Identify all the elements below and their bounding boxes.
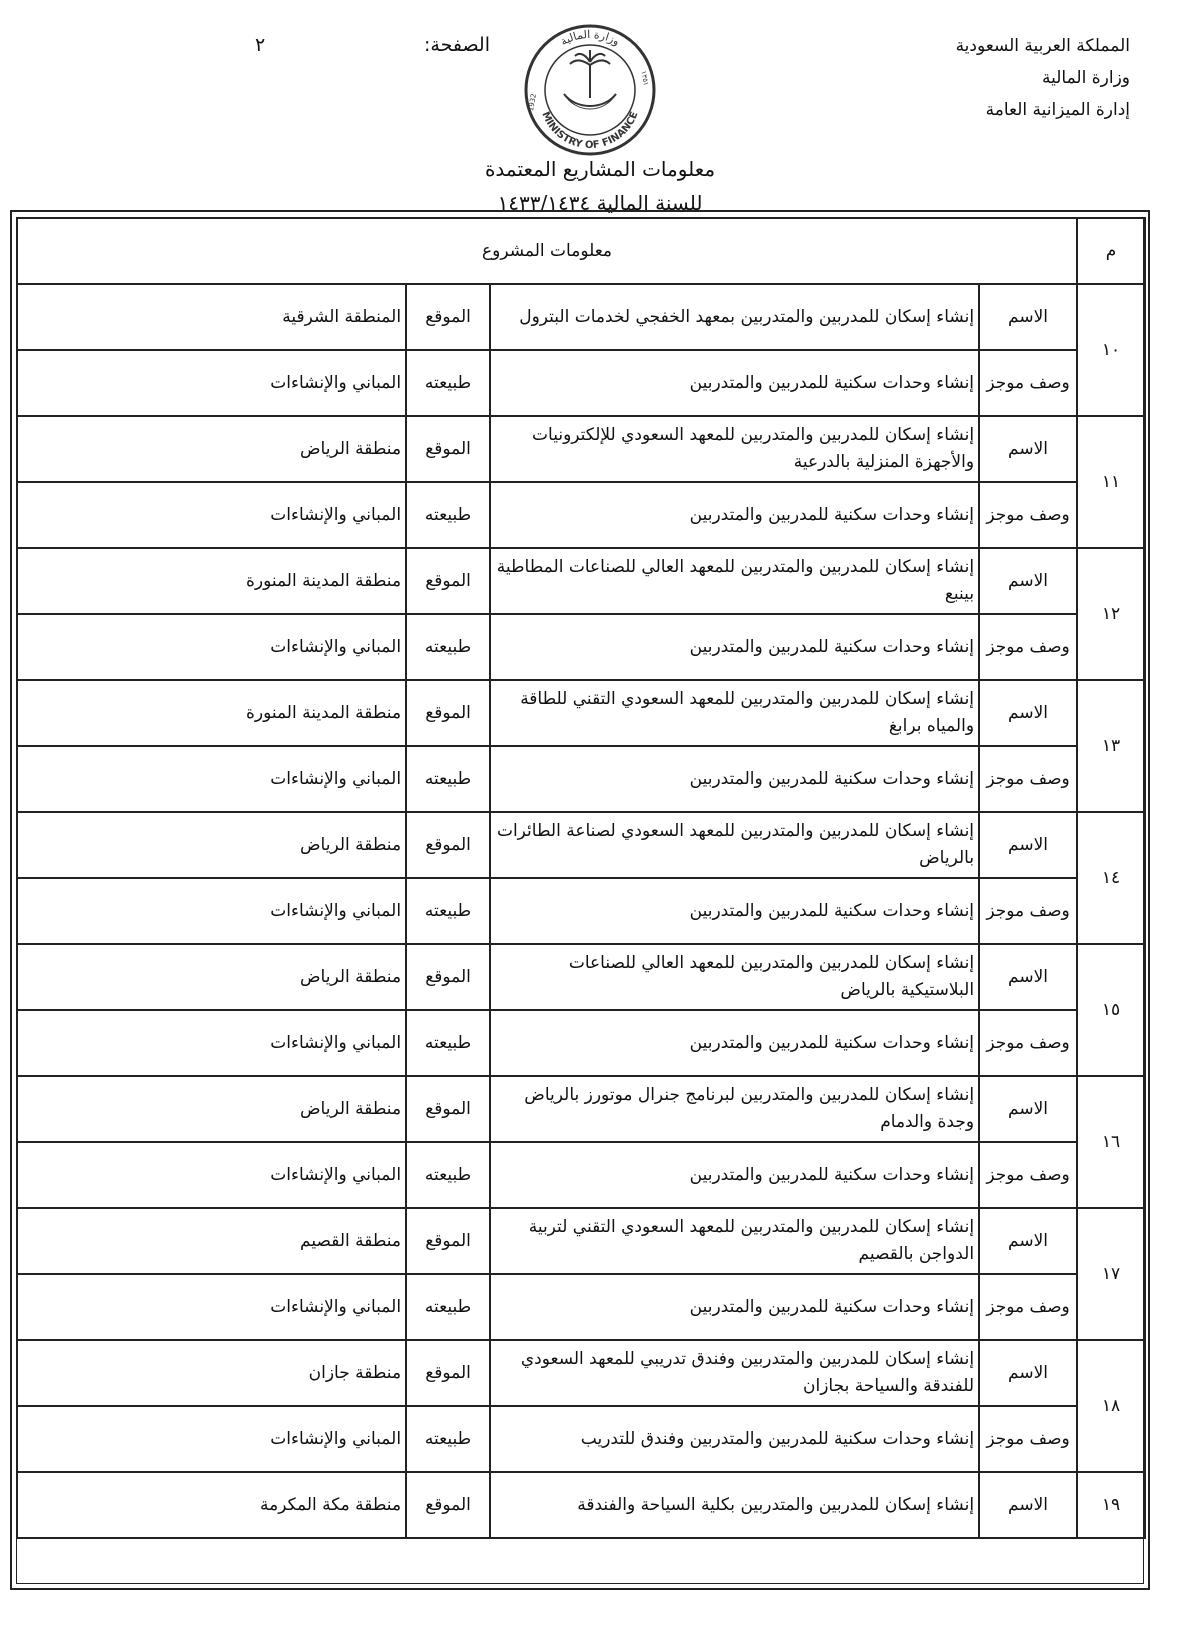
table-row [17, 350, 1145, 416]
project-name: إنشاء إسكان للمدربين والمتدربين للمعهد السعودي لصناعة الطائرات بالرياض [490, 812, 979, 878]
project-location: منطقة الرياض [17, 1076, 406, 1142]
project-location: منطقة الرياض [17, 944, 406, 1010]
project-nature: المباني والإنشاءات [17, 746, 406, 812]
table-row [17, 1406, 1145, 1472]
department-name: إدارة الميزانية العامة [985, 100, 1130, 120]
project-number: ١٠ [1077, 284, 1145, 416]
project-description: إنشاء وحدات سكنية للمدربين والمتدربين [490, 1010, 979, 1076]
svg-text:MINISTRY OF FINANCE: MINISTRY OF FINANCE [539, 110, 641, 152]
nature-label: طبيعته [406, 746, 490, 812]
project-nature: المباني والإنشاءات [17, 1406, 406, 1472]
table-row [17, 1076, 1145, 1142]
table-row [17, 680, 1145, 746]
svg-text:1932: 1932 [526, 92, 538, 112]
nature-label: طبيعته [406, 1010, 490, 1076]
location-label: الموقع [406, 1472, 490, 1538]
location-label: الموقع [406, 1076, 490, 1142]
project-location: منطقة المدينة المنورة [17, 680, 406, 746]
project-description: إنشاء وحدات سكنية للمدربين والمتدربين [490, 1274, 979, 1340]
table-row [17, 944, 1145, 1010]
project-name: إنشاء إسكان للمدربين والمتدربين بمعهد الخفجي لخدمات البترول [490, 284, 979, 350]
name-label: الاسم [979, 416, 1077, 482]
project-nature: المباني والإنشاءات [17, 1142, 406, 1208]
name-label: الاسم [979, 680, 1077, 746]
project-nature: المباني والإنشاءات [17, 1274, 406, 1340]
project-nature: المباني والإنشاءات [17, 350, 406, 416]
project-description: إنشاء وحدات سكنية للمدربين والمتدربين [490, 1142, 979, 1208]
description-label: وصف موجز [979, 350, 1077, 416]
table-row [17, 1142, 1145, 1208]
description-label: وصف موجز [979, 746, 1077, 812]
project-description: إنشاء وحدات سكنية للمدربين والمتدربين [490, 614, 979, 680]
page-label: الصفحة: [423, 34, 490, 56]
table-row [17, 416, 1145, 482]
ministry-name: وزارة المالية [1042, 68, 1130, 88]
projects-table [16, 217, 1146, 1539]
project-number: ١٣ [1077, 680, 1145, 812]
project-name: إنشاء إسكان للمدربين والمتدربين لبرنامج جنرال موتورز بالرياض وجدة والدمام [490, 1076, 979, 1142]
project-name: إنشاء إسكان للمدربين والمتدربين بكلية السياحة والفندقة [490, 1472, 979, 1538]
header-project-info: معلومات المشروع [17, 218, 1077, 284]
project-name: إنشاء إسكان للمدربين والمتدربين للمعهد العالي للصناعات المطاطية بينبع [490, 548, 979, 614]
project-nature: المباني والإنشاءات [17, 1010, 406, 1076]
project-location: منطقة المدينة المنورة [17, 548, 406, 614]
description-label: وصف موجز [979, 1274, 1077, 1340]
location-label: الموقع [406, 680, 490, 746]
name-label: الاسم [979, 944, 1077, 1010]
name-label: الاسم [979, 1340, 1077, 1406]
svg-text:١٣٥١: ١٣٥١ [639, 70, 650, 87]
project-location: منطقة الرياض [17, 812, 406, 878]
nature-label: طبيعته [406, 1142, 490, 1208]
project-location: المنطقة الشرقية [17, 284, 406, 350]
project-nature: المباني والإنشاءات [17, 878, 406, 944]
location-label: الموقع [406, 1340, 490, 1406]
table-row [17, 1010, 1145, 1076]
project-number: ١٤ [1077, 812, 1145, 944]
document-title: معلومات المشاريع المعتمدة [484, 157, 716, 181]
table-row [17, 1208, 1145, 1274]
project-description: إنشاء وحدات سكنية للمدربين والمتدربين وفندق للتدريب [490, 1406, 979, 1472]
fiscal-year-subtitle: للسنة المالية ١٤٣٣/١٤٣٤ [497, 191, 703, 215]
page-number: ٢ [255, 34, 266, 56]
project-name: إنشاء إسكان للمدربين والمتدربين للمعهد العالي للصناعات البلاستيكية بالرياض [490, 944, 979, 1010]
project-number: ١١ [1077, 416, 1145, 548]
location-label: الموقع [406, 416, 490, 482]
nature-label: طبيعته [406, 1274, 490, 1340]
project-name: إنشاء إسكان للمدربين والمتدربين للمعهد السعودي للإلكترونيات والأجهزة المنزلية بالدرعية [490, 416, 979, 482]
table-row [17, 482, 1145, 548]
letterhead [956, 30, 1130, 126]
description-label: وصف موجز [979, 878, 1077, 944]
table-row [17, 1472, 1145, 1538]
location-label: الموقع [406, 944, 490, 1010]
project-name: إنشاء إسكان للمدربين والمتدربين للمعهد السعودي التقني لتربية الدواجن بالقصيم [490, 1208, 979, 1274]
location-label: الموقع [406, 548, 490, 614]
project-description: إنشاء وحدات سكنية للمدربين والمتدربين [490, 878, 979, 944]
nature-label: طبيعته [406, 1406, 490, 1472]
header-number: م [1077, 218, 1145, 284]
table-row [17, 1340, 1145, 1406]
table-header-row [17, 218, 1145, 284]
kingdom-name: المملكة العربية السعودية [955, 36, 1130, 56]
project-number: ١٥ [1077, 944, 1145, 1076]
table-row [17, 746, 1145, 812]
project-description: إنشاء وحدات سكنية للمدربين والمتدربين [490, 746, 979, 812]
project-nature: المباني والإنشاءات [17, 482, 406, 548]
nature-label: طبيعته [406, 350, 490, 416]
description-label: وصف موجز [979, 1010, 1077, 1076]
name-label: الاسم [979, 284, 1077, 350]
description-label: وصف موجز [979, 482, 1077, 548]
location-label: الموقع [406, 812, 490, 878]
location-label: الموقع [406, 284, 490, 350]
nature-label: طبيعته [406, 482, 490, 548]
project-location: منطقة مكة المكرمة [17, 1472, 406, 1538]
name-label: الاسم [979, 1472, 1077, 1538]
project-number: ١٦ [1077, 1076, 1145, 1208]
table-row [17, 878, 1145, 944]
name-label: الاسم [979, 812, 1077, 878]
project-number: ١٨ [1077, 1340, 1145, 1472]
table-row [17, 812, 1145, 878]
table-row [17, 548, 1145, 614]
project-location: منطقة القصيم [17, 1208, 406, 1274]
description-label: وصف موجز [979, 1406, 1077, 1472]
project-description: إنشاء وحدات سكنية للمدربين والمتدربين [490, 482, 979, 548]
project-location: منطقة جازان [17, 1340, 406, 1406]
project-name: إنشاء إسكان للمدربين والمتدربين للمعهد السعودي التقني للطاقة والمياه برابغ [490, 680, 979, 746]
ministry-seal-icon [520, 20, 660, 160]
nature-label: طبيعته [406, 614, 490, 680]
project-number: ١٢ [1077, 548, 1145, 680]
table-row [17, 284, 1145, 350]
project-name: إنشاء إسكان للمدربين والمتدربين وفندق تدريبي للمعهد السعودي للفندقة والسياحة بجازان [490, 1340, 979, 1406]
location-label: الموقع [406, 1208, 490, 1274]
project-number: ١٧ [1077, 1208, 1145, 1340]
name-label: الاسم [979, 1208, 1077, 1274]
svg-text:وزارة المالية: وزارة المالية [558, 27, 622, 49]
project-nature: المباني والإنشاءات [17, 614, 406, 680]
name-label: الاسم [979, 548, 1077, 614]
table-row [17, 1274, 1145, 1340]
nature-label: طبيعته [406, 878, 490, 944]
description-label: وصف موجز [979, 614, 1077, 680]
project-description: إنشاء وحدات سكنية للمدربين والمتدربين [490, 350, 979, 416]
project-number: ١٩ [1077, 1472, 1145, 1538]
project-location: منطقة الرياض [17, 416, 406, 482]
name-label: الاسم [979, 1076, 1077, 1142]
description-label: وصف موجز [979, 1142, 1077, 1208]
table-row [17, 614, 1145, 680]
